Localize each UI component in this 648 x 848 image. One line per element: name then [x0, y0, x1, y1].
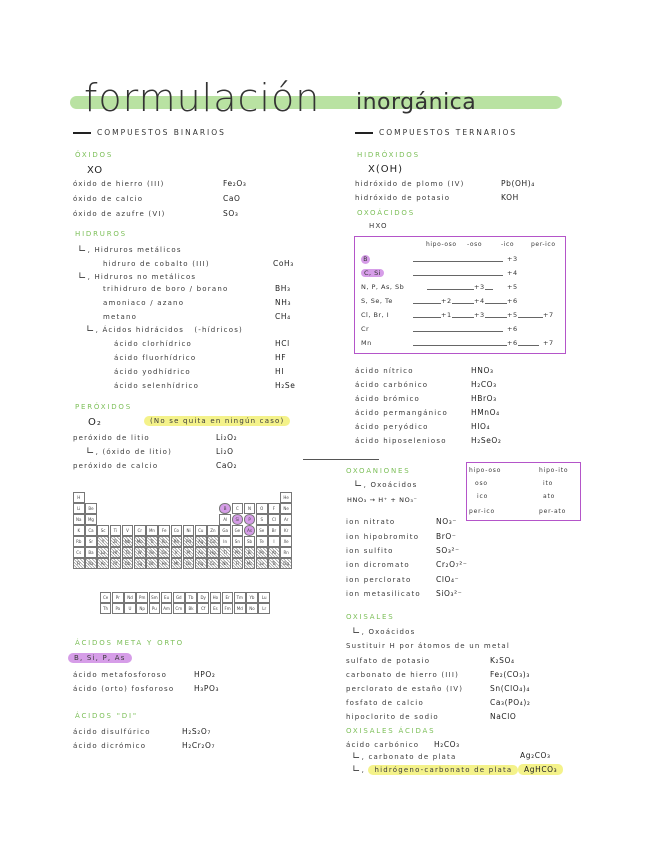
- element-cell: Ag: [195, 536, 207, 547]
- list-item-name: ∟, carbonato de plata: [352, 751, 457, 762]
- element-cell: Sb: [244, 536, 256, 547]
- list-item-formula: Fe₂O₃: [223, 179, 247, 188]
- element-cell: O: [256, 503, 268, 514]
- oxidation-row: Cr +6: [361, 325, 518, 333]
- list-item-name: ion hipobromito: [346, 533, 420, 541]
- list-item-formula: Li₂O₂: [216, 433, 238, 442]
- list-item-name: ion sulfito: [346, 547, 394, 555]
- oxisales-sub: ∟, Oxoácidos: [352, 626, 416, 637]
- suffix-from: oso: [475, 480, 488, 487]
- element-cell: Md: [234, 603, 246, 614]
- list-item-formula: H₃PO₃: [194, 684, 220, 693]
- list-item-formula: Sn(ClO₄)₄: [490, 684, 531, 693]
- element-cell: Bh: [146, 558, 158, 569]
- list-item-formula: HMnO₄: [471, 408, 500, 417]
- element-cell: Ar: [280, 514, 292, 525]
- suffix-from: per-ico: [469, 508, 495, 515]
- oxidation-row: N, P, As, Sb +3 +5: [361, 283, 518, 291]
- element-cell: Ac: [97, 558, 109, 569]
- hidruros-title: HIDRUROS: [75, 230, 127, 238]
- suffix-to: ito: [543, 480, 554, 487]
- element-cell: K: [73, 525, 85, 536]
- list-item-formula: SO₃: [223, 209, 239, 218]
- element-cell: Rf: [110, 558, 122, 569]
- element-cell: Sc: [97, 525, 109, 536]
- list-item-formula: AgHCO₃: [518, 765, 563, 774]
- list-item-name: fosfato de calcio: [346, 699, 424, 707]
- list-item-name: óxido de calcio: [73, 195, 144, 203]
- element-cell: Rn: [280, 547, 292, 558]
- element-cell: Se: [256, 525, 268, 536]
- list-item-formula: CaO₂: [216, 461, 238, 470]
- element-cell: Pr: [112, 592, 124, 603]
- hidruros-no-metalicos: ∟, Hidruros no metálicos: [78, 271, 197, 282]
- list-item-name: ácido carbónico: [346, 741, 420, 749]
- list-item-name: ∟, hidrógeno-carbonato de plata: [352, 764, 518, 775]
- list-item-name: ácido (orto) fosforoso: [73, 685, 175, 693]
- element-cell: Rh: [171, 536, 183, 547]
- element-cell: At: [268, 547, 280, 558]
- acidos-hidracidos: ∟, Ácidos hidrácidos (-hídricos): [86, 324, 243, 335]
- element-cell: Re: [146, 547, 158, 558]
- suffix-from: hipo-oso: [469, 467, 502, 474]
- list-item-formula: Ag₂CO₃: [520, 751, 551, 760]
- di-title: ÁCIDOS "DI": [75, 712, 138, 720]
- list-item-name: ion perclorato: [346, 576, 412, 584]
- list-item-name: hidruro de cobalto (III): [103, 260, 210, 268]
- list-item-name: ácido clorhídrico: [114, 340, 193, 348]
- list-item-formula: HF: [275, 353, 287, 362]
- list-item-formula: H₂CO₃: [471, 380, 497, 389]
- element-cell: Ba: [85, 547, 97, 558]
- element-cell: No: [246, 603, 258, 614]
- list-item-name: hipoclorito de sodio: [346, 713, 439, 721]
- list-item-formula: BH₃: [275, 284, 291, 293]
- element-cell: Sn: [232, 536, 244, 547]
- divider: [303, 459, 379, 460]
- element-cell: Cs: [73, 547, 85, 558]
- list-item-formula: CH₄: [275, 312, 291, 321]
- list-item-name: ácido hiposelenioso: [355, 437, 447, 445]
- box-header: -oso: [467, 241, 483, 248]
- element-cell: As: [244, 525, 256, 536]
- oxoacidos-title: OXOÁCIDOS: [357, 209, 415, 217]
- element-cell: Hs: [158, 558, 170, 569]
- element-cell: Zn: [207, 525, 219, 536]
- element-cell: In: [219, 536, 231, 547]
- element-cell: Ti: [110, 525, 122, 536]
- element-cell: Au: [195, 547, 207, 558]
- suffix-to: ato: [543, 493, 556, 500]
- element-cell: Po: [256, 547, 268, 558]
- list-item-formula: Cr₂O₇²⁻: [436, 560, 468, 569]
- box-header: -ico: [501, 241, 515, 248]
- element-cell: Al: [219, 514, 231, 525]
- list-item-name: ion metasilicato: [346, 590, 421, 598]
- element-cell: Og: [280, 558, 292, 569]
- element-cell: La: [97, 547, 109, 558]
- list-item-formula: SiO₃²⁻: [436, 589, 463, 598]
- list-item-name: ácido dicrómico: [73, 742, 147, 750]
- element-cell: Ga: [219, 525, 231, 536]
- element-cell: Nb: [122, 536, 134, 547]
- list-item-formula: Ca₃(PO₄)₂: [490, 698, 531, 707]
- element-cell: N: [244, 503, 256, 514]
- oxoaniones-sub: ∟, Oxoácidos: [354, 479, 418, 490]
- element-cell: Xe: [280, 536, 292, 547]
- element-cell: Pb: [232, 547, 244, 558]
- ternarios-heading: COMPUESTOS TERNARIOS: [355, 128, 517, 137]
- element-cell: Cd: [207, 536, 219, 547]
- element-cell: Fm: [222, 603, 234, 614]
- element-cell: Bi: [244, 547, 256, 558]
- peroxidos-note: (No se quita en ningún caso): [144, 417, 290, 425]
- list-item-formula: HCl: [275, 339, 290, 348]
- element-cell: F: [268, 503, 280, 514]
- binarios-heading: COMPUESTOS BINARIOS: [73, 128, 226, 137]
- list-item-formula: H₂Cr₂O₇: [182, 741, 216, 750]
- element-cell: Li: [73, 503, 85, 514]
- oxidation-row: C, Si +4: [361, 269, 559, 281]
- list-item-name: metano: [103, 313, 138, 321]
- element-cell: Nd: [124, 592, 136, 603]
- element-cell: Tm: [234, 592, 246, 603]
- suffix-change-box: [466, 462, 581, 521]
- oxoacidos-general: HXO: [369, 222, 388, 230]
- element-cell: Fr: [73, 558, 85, 569]
- list-item-formula: BrO⁻: [436, 532, 457, 541]
- list-item-name: trihidruro de boro / borano: [103, 285, 229, 293]
- element-cell: Sr: [85, 536, 97, 547]
- oxisales-acidas-title: OXISALES ÁCIDAS: [346, 727, 436, 735]
- list-item-name: carbonato de hierro (III): [346, 671, 460, 679]
- element-cell: Si: [232, 514, 244, 525]
- list-item-formula: H₂Se: [275, 381, 296, 390]
- list-item-name: ácido permangánico: [355, 409, 448, 417]
- list-item-formula: SO₃²⁻: [436, 546, 460, 555]
- element-cell: W: [134, 547, 146, 558]
- list-item-name: sulfato de potasio: [346, 657, 431, 665]
- element-cell: Am: [161, 603, 173, 614]
- list-item-formula: H₂CO₃: [434, 740, 460, 749]
- element-cell: S: [256, 514, 268, 525]
- hidruros-metalicos: ∟, Hidruros metálicos: [78, 244, 182, 255]
- list-item-name: ácido disulfúrico: [73, 728, 151, 736]
- list-item-formula: ClO₄⁻: [436, 575, 460, 584]
- list-item-formula: Pb(OH)₄: [501, 179, 535, 188]
- oxidos-general: XO: [87, 165, 104, 176]
- element-cell: Tl: [219, 547, 231, 558]
- element-cell: Ir: [171, 547, 183, 558]
- list-item-name: ion nitrato: [346, 518, 396, 526]
- oxidation-states-box: [354, 236, 566, 354]
- element-cell: Er: [222, 592, 234, 603]
- element-cell: Pd: [183, 536, 195, 547]
- element-cell: Mn: [146, 525, 158, 536]
- element-cell: B: [219, 503, 231, 514]
- list-item-formula: HBrO₃: [471, 394, 497, 403]
- list-item-formula: K₂SO₄: [490, 656, 515, 665]
- box-header: per-ico: [531, 241, 556, 248]
- arrow-icon: [73, 132, 91, 133]
- oxidos-title: ÓXIDOS: [75, 151, 114, 159]
- element-cell: Cf: [197, 603, 209, 614]
- element-cell: Lr: [258, 603, 270, 614]
- list-item-formula: HNO₃: [471, 366, 494, 375]
- element-cell: Y: [97, 536, 109, 547]
- element-cell: Pt: [183, 547, 195, 558]
- list-item-formula: HI: [275, 367, 285, 376]
- meta-orto-title: ÁCIDOS META Y ORTO: [75, 639, 184, 647]
- oxidation-row: Mn +6 +7: [361, 339, 554, 347]
- element-cell: Cr: [134, 525, 146, 536]
- element-cell: Mc: [244, 558, 256, 569]
- hidroxidos-title: HIDRÓXIDOS: [357, 151, 420, 159]
- periodic-table: [73, 492, 305, 620]
- element-cell: Na: [73, 514, 85, 525]
- element-cell: Gd: [173, 592, 185, 603]
- element-cell: Os: [158, 547, 170, 558]
- list-item-name: perclorato de estaño (IV): [346, 685, 464, 693]
- element-cell: Rg: [195, 558, 207, 569]
- list-item-name: peróxido de litio: [73, 434, 150, 442]
- element-cell: Rb: [73, 536, 85, 547]
- oxoaniones-equation: HNO₃ → H⁺ + NO₃⁻: [347, 496, 418, 504]
- list-item-name: amoniaco / azano: [103, 299, 185, 307]
- element-cell: Dy: [197, 592, 209, 603]
- element-cell: Bk: [185, 603, 197, 614]
- list-item-name: ácido nítrico: [355, 367, 414, 375]
- list-item-name: ácido brómico: [355, 395, 420, 403]
- list-item-name: hidróxido de potasio: [355, 194, 451, 202]
- element-cell: Ce: [100, 592, 112, 603]
- suffix-to: hipo-ito: [539, 467, 569, 474]
- list-item-formula: HIO₄: [471, 422, 491, 431]
- element-cell: P: [244, 514, 256, 525]
- element-cell: Zr: [110, 536, 122, 547]
- element-cell: Pm: [136, 592, 148, 603]
- list-item-formula: HPO₂: [194, 670, 216, 679]
- element-cell: Sg: [134, 558, 146, 569]
- suffix-from: ico: [477, 493, 489, 500]
- element-cell: Ne: [280, 503, 292, 514]
- oxidation-row: B +3: [361, 255, 559, 267]
- list-item-name: ácido metafosforoso: [73, 671, 168, 679]
- element-cell: Cn: [207, 558, 219, 569]
- meta-orto-elements: B, Si, P, As: [68, 654, 132, 662]
- peroxidos-formula: O₂: [88, 417, 102, 428]
- list-item-name: óxido de hierro (III): [73, 180, 165, 188]
- element-cell: Be: [85, 503, 97, 514]
- list-item-name: ∟, (óxido de litio): [86, 446, 173, 457]
- list-item-formula: NH₃: [275, 298, 292, 307]
- element-cell: Ni: [183, 525, 195, 536]
- element-cell: Eu: [161, 592, 173, 603]
- element-cell: Ca: [85, 525, 97, 536]
- list-item-name: ion dicromato: [346, 561, 410, 569]
- page-title: formulación: [84, 76, 321, 120]
- element-cell: Mt: [171, 558, 183, 569]
- element-cell: Ts: [268, 558, 280, 569]
- element-cell: He: [280, 492, 292, 503]
- element-cell: Kr: [280, 525, 292, 536]
- list-item-formula: CoH₃: [273, 259, 294, 268]
- element-cell: Ge: [232, 525, 244, 536]
- element-cell: Hg: [207, 547, 219, 558]
- list-item-name: ácido fluorhídrico: [114, 354, 197, 362]
- element-cell: Lv: [256, 558, 268, 569]
- element-cell: H: [73, 492, 85, 503]
- element-cell: Cl: [268, 514, 280, 525]
- element-cell: Cm: [173, 603, 185, 614]
- list-item-formula: KOH: [501, 193, 519, 202]
- element-cell: V: [122, 525, 134, 536]
- oxisales-rule: Sustituir H por átomos de un metal: [346, 642, 511, 650]
- element-cell: Ra: [85, 558, 97, 569]
- element-cell: Cu: [195, 525, 207, 536]
- list-item-formula: NaClO: [490, 712, 517, 721]
- oxidation-row: Cl, Br, I +1 +3 +5 +7: [361, 311, 554, 319]
- element-cell: Br: [268, 525, 280, 536]
- page-subtitle: inorgánica: [356, 90, 477, 115]
- hidroxidos-general: X(OH): [368, 164, 404, 175]
- element-cell: Hf: [110, 547, 122, 558]
- list-item-name: óxido de azufre (VI): [73, 210, 166, 218]
- element-cell: Lu: [258, 592, 270, 603]
- oxisales-title: OXISALES: [346, 613, 395, 621]
- list-item-formula: Fe₂(CO₃)₃: [490, 670, 530, 679]
- element-cell: Fl: [232, 558, 244, 569]
- list-item-name: ácido yodhídrico: [114, 368, 191, 376]
- element-cell: Ta: [122, 547, 134, 558]
- element-cell: U: [124, 603, 136, 614]
- list-item-formula: NO₃⁻: [436, 517, 457, 526]
- element-cell: Mo: [134, 536, 146, 547]
- element-cell: C: [232, 503, 244, 514]
- element-cell: Nh: [219, 558, 231, 569]
- element-cell: Mg: [85, 514, 97, 525]
- element-cell: Tc: [146, 536, 158, 547]
- oxoaniones-title: OXOANIONES: [346, 467, 411, 475]
- element-cell: Ds: [183, 558, 195, 569]
- element-cell: Yb: [246, 592, 258, 603]
- list-item-formula: H₂S₂O₇: [182, 727, 211, 736]
- element-cell: Pa: [112, 603, 124, 614]
- suffix-to: per-ato: [539, 508, 567, 515]
- element-cell: Ru: [158, 536, 170, 547]
- arrow-icon: [355, 132, 373, 133]
- element-cell: Sm: [149, 592, 161, 603]
- element-cell: Pu: [149, 603, 161, 614]
- element-cell: Tb: [185, 592, 197, 603]
- element-cell: Db: [122, 558, 134, 569]
- list-item-name: hidróxido de plomo (IV): [355, 180, 465, 188]
- element-cell: Np: [136, 603, 148, 614]
- oxidation-row: S, Se, Te +2 +4 +6: [361, 297, 518, 305]
- list-item-formula: Li₂O: [216, 447, 234, 456]
- list-item-name: ácido peryódico: [355, 423, 429, 431]
- list-item-name: peróxido de calcio: [73, 462, 159, 470]
- peroxidos-title: PERÓXIDOS: [75, 403, 132, 411]
- list-item-formula: H₂SeO₂: [471, 436, 502, 445]
- element-cell: Fe: [158, 525, 170, 536]
- list-item-name: ácido selenhídrico: [114, 382, 200, 390]
- element-cell: Co: [171, 525, 183, 536]
- list-item-name: ácido carbónico: [355, 381, 429, 389]
- element-cell: I: [268, 536, 280, 547]
- element-cell: Te: [256, 536, 268, 547]
- list-item-formula: CaO: [223, 194, 241, 203]
- element-cell: Es: [210, 603, 222, 614]
- element-cell: Ho: [210, 592, 222, 603]
- box-header: hipo-oso: [426, 241, 457, 248]
- element-cell: Th: [100, 603, 112, 614]
